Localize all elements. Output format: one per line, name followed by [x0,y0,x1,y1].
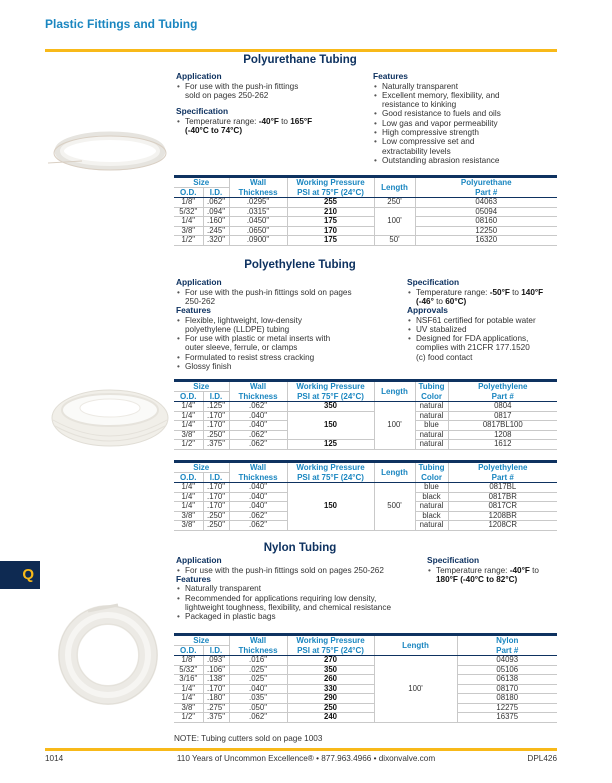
col-part: Polyethylene [448,381,557,392]
table-row [174,217,557,227]
spec-paren: ( [416,296,419,306]
cell-od: 1/8" [174,198,203,208]
col-size: Size [174,177,229,188]
specification-item [427,566,557,585]
col-part: Polyurethane [415,177,557,188]
cell-part: 16375 [457,713,557,723]
cell-color: black [415,511,448,521]
col-part: Nylon [457,635,557,646]
col-wall-2: Thickness [229,188,287,198]
cell-part: 1208CR [448,521,557,531]
cell-part: 08160 [415,217,557,227]
cell-od: 1/4" [174,694,203,704]
col-wall: Wall [229,177,287,188]
table-row [174,694,557,704]
cell-id: .170" [203,492,229,502]
cell-part: 04063 [415,198,557,208]
cell-psi: 150 [287,483,374,531]
col-wall-2: Thickness [229,646,287,656]
col-wall-2: Thickness [229,473,287,483]
cell-psi: 170 [287,226,374,236]
application-item: • For use with the push-in fittings sold on pages 250-262 [176,288,353,307]
approval-item: • Designed for FDA applications, complies with 21CFR 177.1520 (c) food contact [407,334,536,362]
cell-wall: .040" [229,411,287,421]
col-id: I.D. [203,646,229,656]
col-working-pressure-2: PSI at 75°F (24°C) [287,188,374,198]
cell-part: 08170 [457,684,557,694]
features-heading: Features [176,305,211,316]
cell-od: 1/2" [174,713,203,723]
spec-high-temp: 165°F (-40°C to 74°C) [185,116,313,135]
cell-id: .170" [203,684,229,694]
cell-psi: 350 [287,665,374,675]
cell-psi: 210 [287,207,374,217]
spec-low-temp-f: -50°F [489,287,510,297]
cell-od: 1/4" [174,217,203,227]
specification-heading: Specification [427,555,480,565]
spec-high-temp-f: 140°F [521,287,544,297]
cell-wall: .050" [229,703,287,713]
cell-part: 0817CR [448,502,557,512]
polyurethane-features [373,72,553,165]
col-wall: Wall [229,462,287,473]
cell-color: natural [415,502,448,512]
cell-id: .093" [203,656,229,666]
cell-id: .275" [203,703,229,713]
cell-psi: 240 [287,713,374,723]
cell-od: 3/8" [174,226,203,236]
cell-id: .170" [203,483,229,493]
cell-wall: .062" [229,511,287,521]
feature-item: • Good resistance to fuels and oils [373,109,518,118]
col-working-pressure-2: PSI at 75°F (24°C) [287,646,374,656]
specification-heading: Specification [176,106,229,117]
specification-heading: Specification [407,277,460,287]
spec-text: to [278,116,291,126]
cell-color: natural [415,430,448,440]
spec-low-temp: -40°F [509,565,530,575]
application-heading: Application [176,71,222,81]
cell-od: 1/4" [174,421,203,431]
catalog-code: DPL426 [527,754,557,763]
col-color: Tubing [415,381,448,392]
cell-wall: .062" [229,430,287,440]
cell-od: 3/8" [174,703,203,713]
specification-item [176,117,315,136]
cell-length: 500' [374,483,415,531]
cell-id: .250" [203,430,229,440]
feature-item: • Naturally transparent [373,82,518,91]
col-od: O.D. [174,188,203,198]
nylon-right-info [427,556,557,584]
cell-id: .106" [203,665,229,675]
cell-wall: .040" [229,483,287,493]
col-working-pressure: Working Pressure [287,177,374,188]
cell-part: 08180 [457,694,557,704]
cell-od: 1/4" [174,483,203,493]
cell-od: 5/32" [174,665,203,675]
cell-part: 05106 [457,665,557,675]
feature-item: • Outstanding abrasion resistance [373,156,518,165]
col-od: O.D. [174,392,203,402]
cell-psi: 255 [287,198,374,208]
col-length: Length [374,177,415,198]
cell-id: .160" [203,217,229,227]
feature-item: • Low gas and vapor permeability [373,119,518,128]
table-row [174,483,557,493]
cell-part: 0817BL100 [448,421,557,431]
table-row [174,713,557,723]
col-size: Size [174,462,229,473]
cell-id: .138" [203,675,229,685]
cell-wall: .040" [229,492,287,502]
cell-psi: 270 [287,656,374,666]
col-part-2: Part # [457,646,557,656]
cell-part: 16320 [415,236,557,246]
cell-part: 12250 [415,226,557,236]
polyethylene-table-100ft [174,379,557,450]
cell-od: 3/8" [174,430,203,440]
cell-color: black [415,492,448,502]
table-row [174,656,557,666]
cell-wall: .0295" [229,198,287,208]
feature-item: • Naturally transparent [176,584,426,593]
spec-text: Temperature range: [416,287,490,297]
col-size: Size [174,635,229,646]
cell-psi: 290 [287,694,374,704]
col-color: Tubing [415,462,448,473]
col-part-2: Part # [415,188,557,198]
cell-color: natural [415,411,448,421]
cell-id: .170" [203,411,229,421]
spec-text: Temperature range: [436,565,510,575]
cell-psi: 330 [287,684,374,694]
nylon-table [174,633,557,723]
cell-id: .250" [203,511,229,521]
cell-part: 0804 [448,402,557,412]
col-id: I.D. [203,473,229,483]
feature-item: • Recommended for applications requiring low density, lightweight toughness, flexibility, and chemical resistance [176,594,417,613]
polyurethane-tubing-photo [42,125,177,180]
cell-color: natural [415,402,448,412]
cell-part: 0817 [448,411,557,421]
col-od: O.D. [174,646,203,656]
cell-psi: 125 [287,440,374,450]
col-od: O.D. [174,473,203,483]
col-wall: Wall [229,635,287,646]
feature-item: • For use with plastic or metal inserts with outer sleeve, ferrule, or clamps [176,334,335,353]
nylon-tubing-photo [48,603,168,708]
cell-id: .094" [203,207,229,217]
cell-psi: 250 [287,703,374,713]
specification-item [407,288,559,307]
cell-color: natural [415,440,448,450]
cell-od: 3/8" [174,521,203,531]
application-heading: Application [176,277,222,287]
nylon-title: Nylon Tubing [263,542,337,554]
feature-item: • Glossy finish [176,362,326,371]
col-working-pressure: Working Pressure [287,381,374,392]
approval-item: • NSF61 certified for potable water [407,316,559,325]
cell-wall: .062" [229,440,287,450]
features-heading: Features [176,573,211,584]
polyurethane-left-info [176,72,356,135]
features-heading: Features [373,71,408,81]
col-part-2: Part # [448,473,557,483]
spec-text: to [433,296,446,306]
cell-id: .250" [203,521,229,531]
col-length: Length [374,381,415,402]
cell-wall: .062" [229,521,287,531]
col-color-2: Color [415,473,448,483]
spec-high-temp: 180°F (-40°C to 82°C) [436,574,518,584]
cell-length: 100' [374,402,415,450]
feature-item: • Formulated to resist stress cracking [176,353,326,362]
section-tab-q[interactable] [0,561,40,589]
col-working-pressure: Working Pressure [287,462,374,473]
page-header-title: Plastic Fittings and Tubing [45,17,198,31]
cell-length: 100' [374,656,457,723]
spec-text: to [509,287,522,297]
cell-id: .375" [203,440,229,450]
cell-part: 1208 [448,430,557,440]
table-row [174,402,557,412]
feature-item: • Flexible, lightweight, low-density polyethylene (LLDPE) tubing [176,316,315,335]
table-row [174,675,557,685]
footer-tagline: 110 Years of Uncommon Excellence® • 877.963.4966 • dixonvalve.com [176,754,436,763]
feature-item: • Low compressive set and extractability levels [373,137,494,156]
nylon-left-info [176,556,426,621]
cell-part: 04093 [457,656,557,666]
cell-wall: .040" [229,421,287,431]
col-id: I.D. [203,188,229,198]
approvals-heading: Approvals [407,305,448,316]
cell-psi: 175 [287,217,374,227]
col-part: Polyethylene [448,462,557,473]
polyurethane-table [174,175,557,246]
cell-psi: 260 [287,675,374,685]
cell-part: 12275 [457,703,557,713]
cell-id: .170" [203,502,229,512]
spec-paren: ) [463,296,467,306]
col-wall: Wall [229,381,287,392]
feature-item: • Packaged in plastic bags [176,612,426,621]
cell-wall: .062" [229,713,287,723]
spec-text: Temperature range: [185,116,259,126]
cell-wall: .0315" [229,207,287,217]
col-part-2: Part # [448,392,557,402]
col-length: Length [374,635,457,656]
col-wall-2: Thickness [229,392,287,402]
cell-color: natural [415,521,448,531]
polyethylene-title: Polyethylene Tubing [244,259,356,271]
cell-od: 3/16" [174,675,203,685]
polyethylene-right-info [407,278,559,362]
table-row [174,207,557,217]
application-heading: Application [176,555,222,565]
cell-od: 1/2" [174,236,203,246]
cell-psi: 175 [287,236,374,246]
table-row [174,440,557,450]
cell-color: blue [415,421,448,431]
cell-od: 1/2" [174,440,203,450]
cell-color: blue [415,483,448,493]
cell-id: .245" [203,226,229,236]
cell-part: 0817BR [448,492,557,502]
feature-item: • Excellent memory, flexibility, and resistance to kinking [373,91,500,110]
col-working-pressure-2: PSI at 75°F (24°C) [287,392,374,402]
cell-part: 0817BL [448,483,557,493]
cell-od: 3/8" [174,511,203,521]
page-number: 1014 [45,754,64,763]
cell-id: .170" [203,421,229,431]
col-id: I.D. [203,392,229,402]
application-item: • For use with the push-in fittings sold on pages 250-262 [176,82,315,101]
cell-id: .320" [203,236,229,246]
polyethylene-left-info [176,278,376,371]
cell-od: 1/4" [174,502,203,512]
col-working-pressure-2: PSI at 75°F (24°C) [287,473,374,483]
cell-psi: 350 [287,402,374,412]
cell-length: 100' [374,207,415,236]
cell-od: 1/4" [174,684,203,694]
cell-id: .125" [203,402,229,412]
cell-psi: 150 [287,411,374,440]
spec-low-temp-c: -46° [418,296,434,306]
cell-length: 250' [374,198,415,208]
application-item: • For use with the push-in fittings sold on pages 250-262 [176,566,426,575]
cell-wall: .016" [229,656,287,666]
cell-length: 50' [374,236,415,246]
cell-wall: .035" [229,694,287,704]
footer-divider [45,748,557,751]
polyethylene-tubing-photo [45,380,175,450]
col-size: Size [174,381,229,392]
col-working-pressure: Working Pressure [287,635,374,646]
cell-od: 1/4" [174,402,203,412]
cell-id: .180" [203,694,229,704]
approval-item: • UV stabalized [407,325,559,334]
cell-wall: .0450" [229,217,287,227]
polyurethane-title: Polyurethane Tubing [243,54,357,66]
cell-id: .375" [203,713,229,723]
cell-od: 1/8" [174,656,203,666]
cell-od: 1/4" [174,411,203,421]
cell-od: 1/4" [174,492,203,502]
section-tab-letter: Q [22,566,34,583]
spec-low-temp: -40°F [258,116,279,126]
cell-wall: .0900" [229,236,287,246]
col-length: Length [374,462,415,483]
tubing-cutters-note: NOTE: Tubing cutters sold on page 1003 [174,734,323,743]
cell-wall: .0650" [229,226,287,236]
spec-text: to [529,565,539,575]
table-row [174,236,557,246]
cell-part: 06138 [457,675,557,685]
spec-high-temp-c: 60°C [445,296,464,306]
cell-wall: .062" [229,402,287,412]
cell-part: 1612 [448,440,557,450]
cell-part: 05094 [415,207,557,217]
cell-od: 5/32" [174,207,203,217]
cell-wall: .025" [229,675,287,685]
feature-item: • High compressive strength [373,128,518,137]
col-color-2: Color [415,392,448,402]
cell-id: .062" [203,198,229,208]
table-row [174,198,557,208]
cell-part: 1208BR [448,511,557,521]
polyethylene-table-500ft [174,460,557,531]
cell-wall: .040" [229,684,287,694]
cell-wall: .025" [229,665,287,675]
header-divider [45,49,557,52]
cell-wall: .040" [229,502,287,512]
table-row [174,226,557,236]
